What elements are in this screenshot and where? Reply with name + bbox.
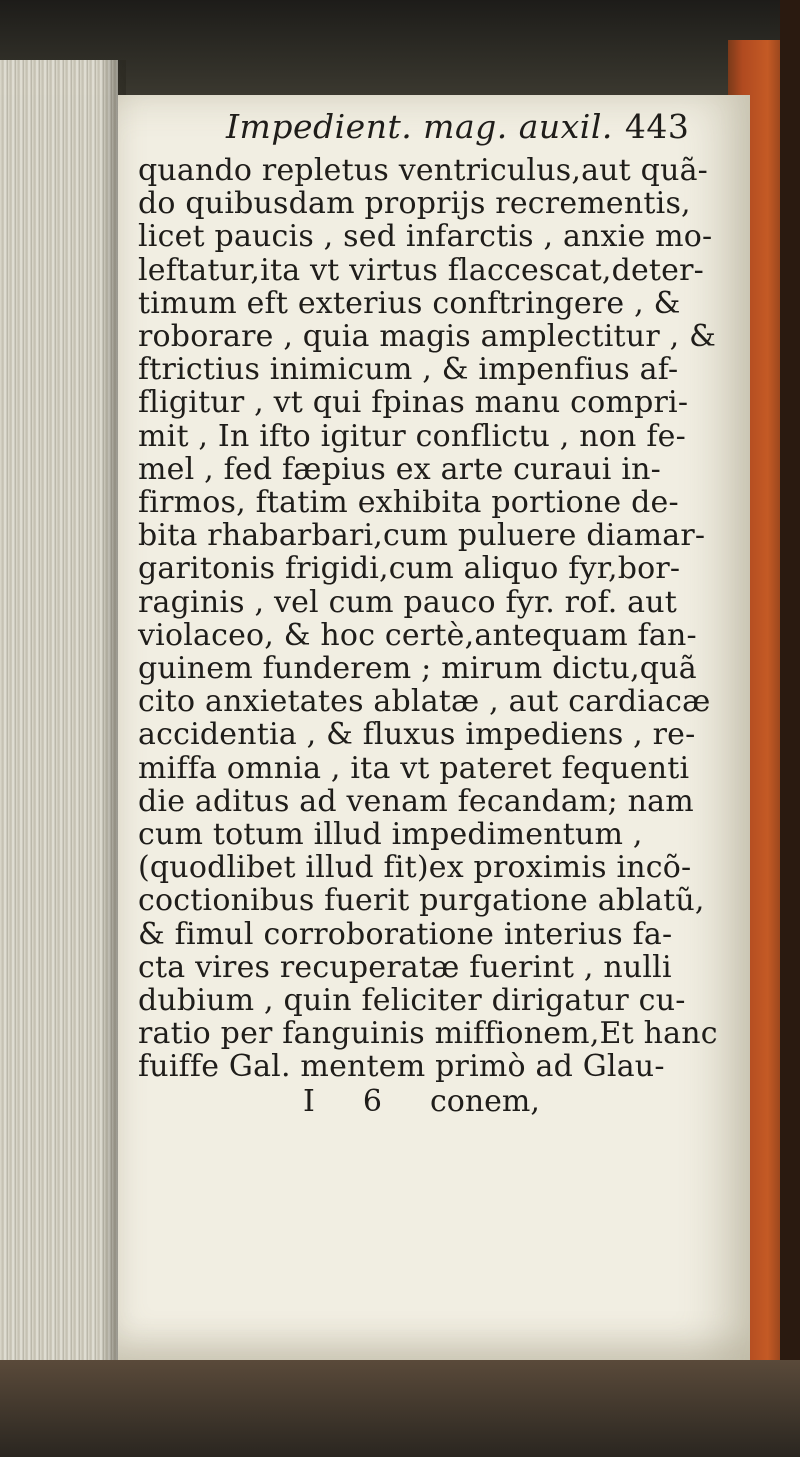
text-line: dubium , quin feliciter dirigatur cu- xyxy=(138,983,686,1019)
text-line: leftatur,ita vt virtus flaccescat,deter- xyxy=(138,252,705,288)
text-line: bita rhabarbari,cum puluere diamar- xyxy=(138,518,706,554)
photo-background-right xyxy=(780,0,800,1457)
photo-background-bottom xyxy=(0,1360,800,1457)
text-line: licet paucis , sed infarctis , anxie mo- xyxy=(138,219,713,255)
text-line: do quibusdam proprijs recrementis, xyxy=(138,186,691,222)
text-line: miffa omnia , ita vt pateret fequenti xyxy=(138,750,690,786)
text-line: accidentia , & fluxus impediens , re- xyxy=(138,717,696,753)
text-line: firmos, ftatim exhibita portione de- xyxy=(138,485,679,521)
text-line: violaceo, & hoc certè,antequam fan- xyxy=(138,617,697,653)
text-line: cito anxietates ablatæ , aut cardiacæ xyxy=(138,684,711,720)
page-number: 443 xyxy=(624,107,690,146)
text-line: (quodlibet illud fit)ex proximis incõ- xyxy=(138,850,692,886)
running-head-title: Impedient. mag. auxil. xyxy=(226,107,613,146)
signature-mark: I xyxy=(303,1083,315,1119)
text-line: & fimul corroboratione interius fa- xyxy=(138,916,673,952)
text-line: ftrictius inimicum , & impenfius af- xyxy=(138,352,679,388)
catchword-line xyxy=(138,1084,728,1120)
catchword: conem, xyxy=(429,1083,540,1119)
text-line: coctionibus fuerit purgatione ablatũ, xyxy=(138,883,705,919)
text-line: quando repletus ventriculus,aut quã- xyxy=(138,153,709,188)
text-line: ratio per fanguinis miffionem,Et hanc xyxy=(138,1016,718,1052)
text-line: garitonis frigidi,cum aliquo fyr,bor- xyxy=(138,551,681,587)
text-line: cta vires recuperatæ fuerint , nulli xyxy=(138,949,672,985)
text-line: fuiffe Gal. mentem primò ad Glau- xyxy=(138,1049,665,1085)
text-line: fligitur , vt qui fpinas manu compri- xyxy=(138,385,689,421)
text-line: roborare , quia magis amplectitur , & xyxy=(138,319,716,355)
text-line: die aditus ad venam fecandam; nam xyxy=(138,783,694,819)
text-line: guinem funderem ; mirum dictu,quã xyxy=(138,651,697,687)
running-head xyxy=(138,100,728,154)
signature-number: 6 xyxy=(362,1083,382,1119)
text-line: timum eft exterius conftringere , & xyxy=(138,285,681,321)
text-line: mel , fed fæpius ex arte curaui in- xyxy=(138,451,661,487)
text-line: mit , In ifto igitur conflictu , non fe- xyxy=(138,418,686,454)
text-line: cum totum illud impedimentum , xyxy=(138,817,643,853)
page-text xyxy=(138,100,728,1120)
body-lines xyxy=(138,154,728,1084)
text-line: raginis , vel cum pauco fyr. rof. aut xyxy=(138,584,678,620)
